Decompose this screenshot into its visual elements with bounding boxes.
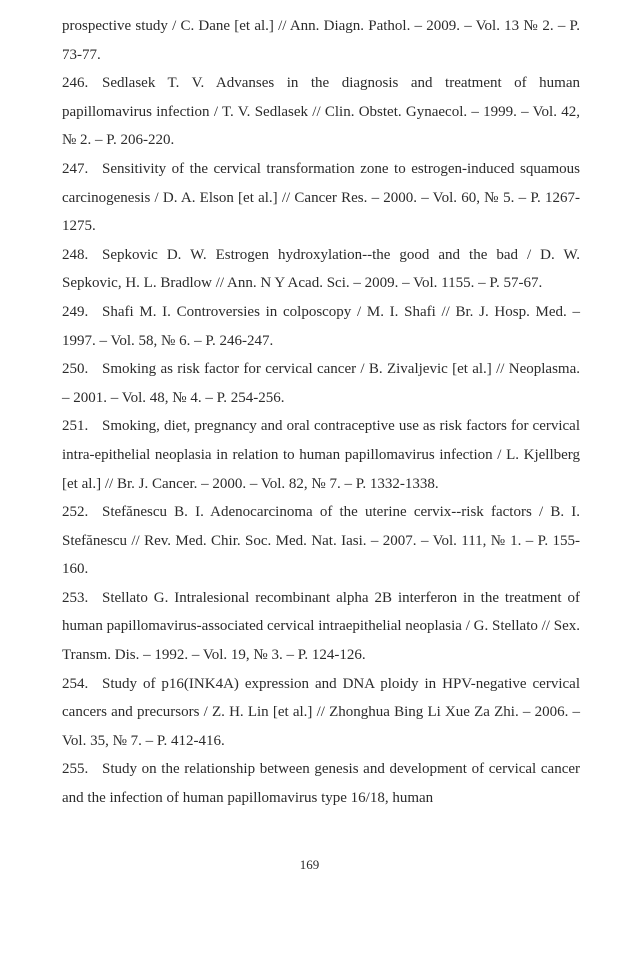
reference-text: Shafi M. I. Controversies in colposcopy / M. I. Shafi // Br. J. Hosp. Med. –1997. – Vol. 58, № 6. – P. 246-247.: [62, 303, 580, 349]
reference-item-248: [62, 241, 580, 298]
reference-text: Sepkovic D. W. Estrogen hydroxylation--the good and the bad / D. W. Sepkovic, H. L. Bradlow // Ann. N Y Acad. Sci. – 2009. – Vol. 1155. – P. 57-67.: [62, 246, 580, 292]
reference-text: Sedlasek T. V. Advanses in the diagnosis and treatment of human papillomavirus infection / T. V. Sedlasek // Clin. Obstet. Gynaecol. – 1999. – Vol. 42, № 2. – P. 206-220.: [62, 75, 580, 149]
reference-number: 251.: [62, 418, 89, 435]
reference-text: Smoking, diet, pregnancy and oral contraceptive use as risk factors for cervical intra-epithelial neoplasia in relation to human papillomavirus infection / L. Kjellberg [et al.] // Br. J. Cancer. – 2000. – Vol. 82, № 7. – P. 1332-1338.: [62, 418, 580, 492]
reference-item-255: [62, 755, 580, 812]
reference-item-253: [62, 584, 580, 670]
reference-item-249: [62, 298, 580, 355]
reference-text: Stefănescu B. I. Adenocarcinoma of the uterine cervix--risk factors / B. I. Stefănescu // Rev. Med. Chir. Soc. Med. Nat. Iasi. – 2007. – Vol. 111, № 1. – P. 155- 160.: [62, 504, 580, 578]
reference-number: 255.: [62, 761, 89, 778]
reference-text: Sensitivity of the cervical transformation zone to estrogen-induced squamous carcinogenesis / D. A. Elson [et al.] // Cancer Res. – 2000. – Vol. 60, № 5. – P. 1267-1275.: [62, 160, 580, 235]
reference-list: [62, 12, 580, 813]
reference-number: 252.: [62, 504, 89, 521]
reference-text: Smoking as risk factor for cervical cancer / B. Zivaljevic [et al.] // Neoplasma. – 2001. – Vol. 48, № 4. – P. 254-256.: [62, 361, 580, 406]
reference-number: 250.: [62, 361, 89, 378]
reference-item-251: [62, 412, 580, 498]
reference-number: 246.: [62, 75, 89, 92]
reference-item-250: [62, 355, 580, 412]
reference-text: Study on the relationship between genesis and development of cervical cancer and the infection of human papillomavirus type 16/18, human: [62, 761, 580, 807]
reference-item-254: [62, 670, 580, 756]
reference-item-252: [62, 498, 580, 584]
reference-continuation: prospective study / C. Dane [et al.] // Ann. Diagn. Pathol. – 2009. – Vol. 13 № 2. – P. 73-77.: [62, 18, 580, 63]
reference-number: 247.: [62, 160, 89, 177]
reference-number: 253.: [62, 589, 89, 606]
reference-number: 254.: [62, 675, 89, 692]
reference-item-246: [62, 69, 580, 155]
page-number: 169: [299, 857, 320, 872]
reference-number: 249.: [62, 303, 89, 320]
reference-text: Study of p16(INK4A) expression and DNA ploidy in HPV-negative cervical cancers and precursors / Z. H. Lin [et al.] // Zhonghua Bing Li Xue Za Zhi. – 2006. – Vol. 35, № 7. – P. 412-416.: [62, 675, 580, 749]
reference-number: 248.: [62, 246, 89, 263]
reference-text: Stellato G. Intralesional recombinant alpha 2B interferon in the treatment of human papillomavirus-associated cervical intraepithelial neoplasia / G. Stellato // Sex. Transm. Dis. – 1992. – Vol. 19, № 3. – P. 124-126.: [62, 589, 580, 664]
reference-item-247: [62, 155, 580, 241]
